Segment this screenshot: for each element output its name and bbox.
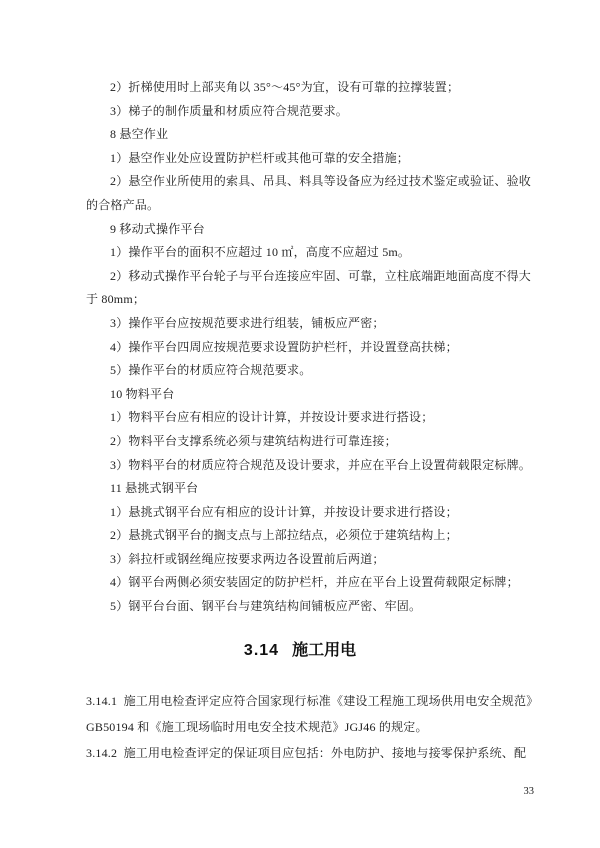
body-text-block <box>86 76 556 619</box>
clause-line: GB50194 和《施工现场临时用电安全技术规范》JGJ46 的规定。 <box>86 720 428 734</box>
body-line: 1）悬挑式钢平台应有相应的设计计算，并按设计要求进行搭设； <box>110 504 458 519</box>
body-line: 2）悬空作业所使用的索具、吊具、料具等设备应为经过技术鉴定或验证、验收 <box>110 174 532 189</box>
clauses-block <box>86 688 566 766</box>
body-line: 2）移动式操作平台轮子与平台连接应牢固、可靠，立柱底端距地面高度不得大 <box>110 268 532 283</box>
body-line: 4）操作平台四周应按规范要求设置防护栏杆，并设置登高扶梯； <box>110 339 458 354</box>
page-number: 33 <box>523 786 534 797</box>
body-line: 8 悬空作业 <box>110 127 169 142</box>
body-line: 10 物料平台 <box>110 386 175 401</box>
clause-line: 3.14.2 施工用电检查评定的保证项目应包括：外电防护、接地与接零保护系统、配 <box>86 746 527 760</box>
body-line: 1）悬空作业处应设置防护栏杆或其他可靠的安全措施； <box>110 150 410 165</box>
body-line: 2）折梯使用时上部夹角以 35°～45°为宜，设有可靠的拉撑装置； <box>110 80 460 94</box>
clause-line: 3.14.1 施工用电检查评定应符合国家现行标准《建设工程施工现场供用电安全规范》 <box>86 694 539 708</box>
body-line: 3）斜拉杆或钢丝绳应按要求两边各设置前后两道； <box>110 551 385 566</box>
body-line: 2）悬挑式钢平台的搁支点与上部拉结点，必须位于建筑结构上； <box>110 528 458 543</box>
body-line: 于 80mm； <box>86 292 146 307</box>
section-title: 施工用电 <box>292 642 357 659</box>
body-line: 的合格产品。 <box>86 197 160 212</box>
section-heading <box>0 640 600 661</box>
body-line: 3）操作平台应按规范要求进行组装，铺板应严密； <box>110 315 385 330</box>
body-line: 5）钢平台台面、钢平台与建筑结构间铺板应严密、牢固。 <box>110 599 422 614</box>
body-line: 2）物料平台支撑系统必须与建筑结构进行可靠连接； <box>110 433 397 448</box>
body-line: 1）操作平台的面积不应超过 10 ㎡，高度不应超过 5m。 <box>110 245 411 260</box>
body-line: 9 移动式操作平台 <box>110 221 205 236</box>
body-line: 4）钢平台两侧必须安装固定的防护栏杆，并应在平台上设置荷载限定标牌； <box>110 575 519 590</box>
body-line: 3）梯子的制作质量和材质应符合规范要求。 <box>110 103 349 118</box>
section-number: 3.14 <box>243 642 280 659</box>
body-line: 5）操作平台的材质应符合规范要求。 <box>110 363 312 378</box>
body-line: 1）物料平台应有相应的设计计算，并按设计要求进行搭设； <box>110 410 434 425</box>
body-line: 3）物料平台的材质应符合规范及设计要求，并应在平台上设置荷载限定标牌。 <box>110 457 532 472</box>
body-line: 11 悬挑式钢平台 <box>110 481 199 496</box>
